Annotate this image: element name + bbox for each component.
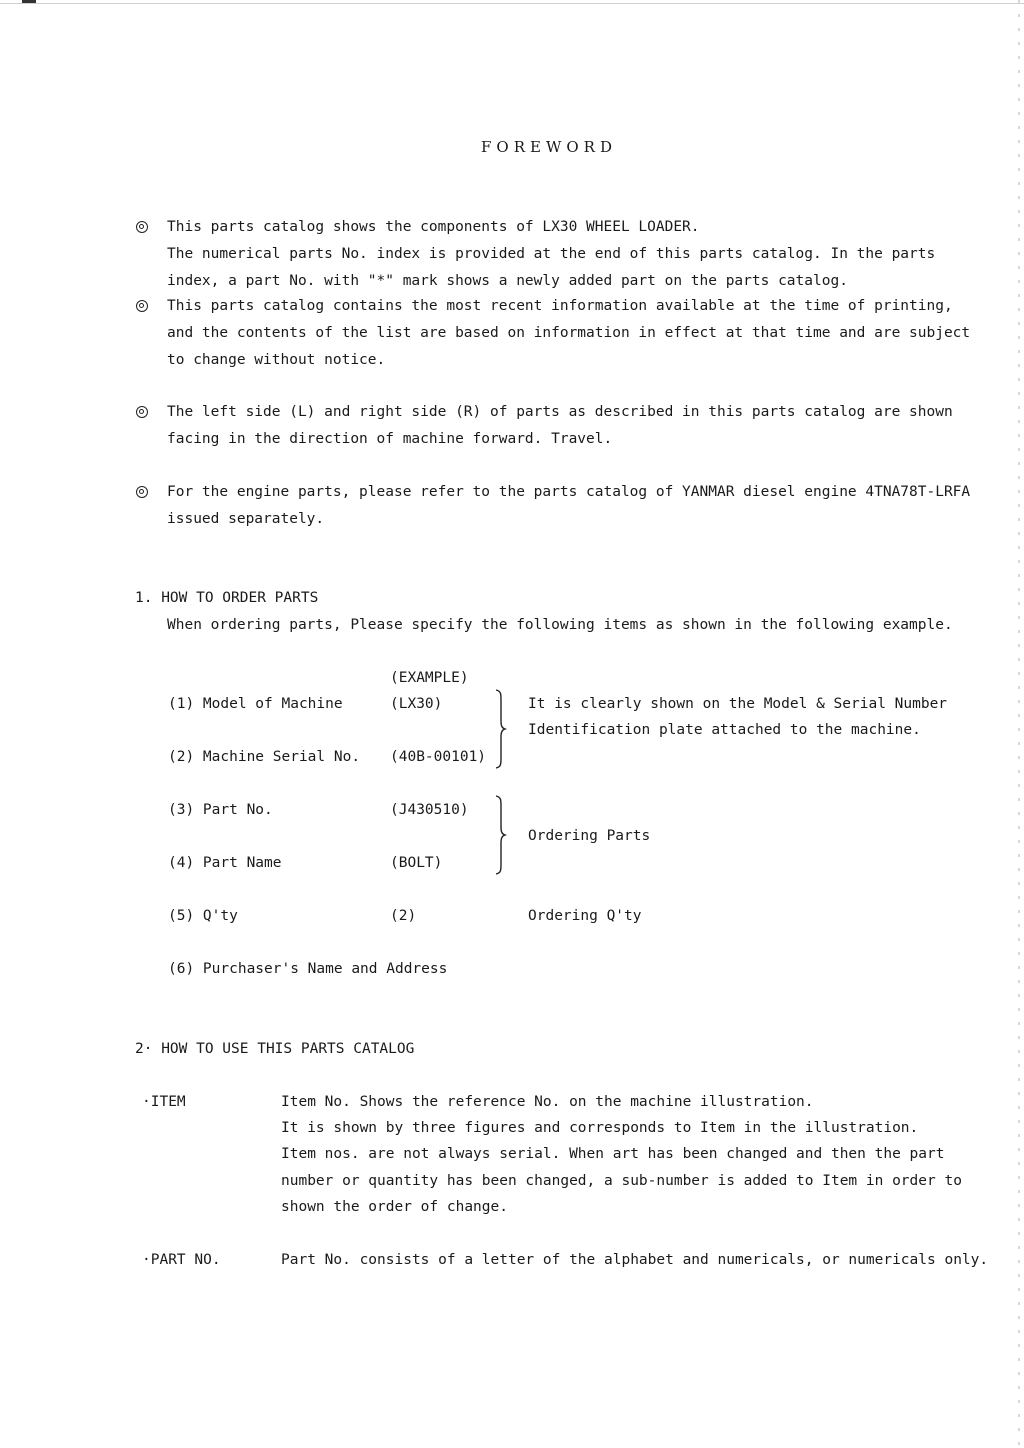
order-item-example: (BOLT) [390,855,443,871]
order-item-label: (1) Model of Machine [168,696,343,712]
note-2-line-3: to change without notice. [167,352,386,368]
right-brace-icon [492,688,508,770]
item-desc-line: shown the order of change. [281,1199,508,1215]
double-circle-bullet-icon [136,221,148,233]
double-circle-bullet-icon [136,300,148,312]
note-4-line-1: For the engine parts, please refer to the parts catalog of YANMAR diesel engine 4TNA78T-LRFA [167,484,971,500]
right-scan-edge [1018,0,1020,1448]
note-4-line-2: issued separately. [167,511,325,527]
order-item-label: (3) Part No. [168,802,273,818]
section-1-heading: 1. HOW TO ORDER PARTS [135,590,319,606]
note-3-line-1: The left side (L) and right side (R) of parts as described in this parts catalog are shown [167,404,953,420]
section-1-intro: When ordering parts, Please specify the following items as shown in the following example. [167,617,953,633]
note-1-line-1: This parts catalog shows the components of LX30 WHEEL LOADER. [167,219,700,235]
top-scan-mark [22,0,36,3]
item-desc-line: number or quantity has been changed, a sub-number is added to Item in order to [281,1173,962,1189]
top-scan-line [0,3,1024,4]
order-item-label: (6) Purchaser's Name and Address [168,961,448,977]
note-2-line-1: This parts catalog contains the most recent information available at the time of printing, [167,298,953,314]
order-item-example: (2) [390,908,417,924]
term-item: ·ITEM [142,1094,186,1110]
item-desc-line: Item No. Shows the reference No. on the machine illustration. [281,1094,814,1110]
note-model-line-1: It is clearly shown on the Model & Serial Number [528,696,948,712]
section-2-heading: 2· HOW TO USE THIS PARTS CATALOG [135,1041,415,1057]
term-part-no: ·PART NO. [142,1252,221,1268]
item-desc-line: It is shown by three figures and corresponds to Item in the illustration. [281,1120,919,1136]
note-3-line-2: facing in the direction of machine forward. Travel. [167,431,613,447]
order-item-label: (2) Machine Serial No. [168,749,361,765]
note-ordering-parts: Ordering Parts [528,828,651,844]
order-item-example: (40B-00101) [390,749,487,765]
part-no-desc: Part No. consists of a letter of the alphabet and numericals, or numericals only. [281,1252,989,1268]
note-1-line-2: The numerical parts No. index is provided at the end of this parts catalog. In the parts [167,246,936,262]
double-circle-bullet-icon [136,406,148,418]
note-2-line-2: and the contents of the list are based on information in effect at that time and are subject [167,325,971,341]
item-desc-line: Item nos. are not always serial. When art has been changed and then the part [281,1146,945,1162]
note-ordering-qty: Ordering Q'ty [528,908,642,924]
note-1-line-3: index, a part No. with "*" mark shows a newly added part on the parts catalog. [167,273,848,289]
double-circle-bullet-icon [136,486,148,498]
order-item-example: (J430510) [390,802,469,818]
note-model-line-2: Identification plate attached to the machine. [528,722,921,738]
order-item-label: (5) Q'ty [168,908,238,924]
order-item-example: (LX30) [390,696,443,712]
page-title: FOREWORD [481,138,617,156]
example-header: (EXAMPLE) [390,670,469,686]
order-item-label: (4) Part Name [168,855,282,871]
right-brace-icon [492,794,508,876]
